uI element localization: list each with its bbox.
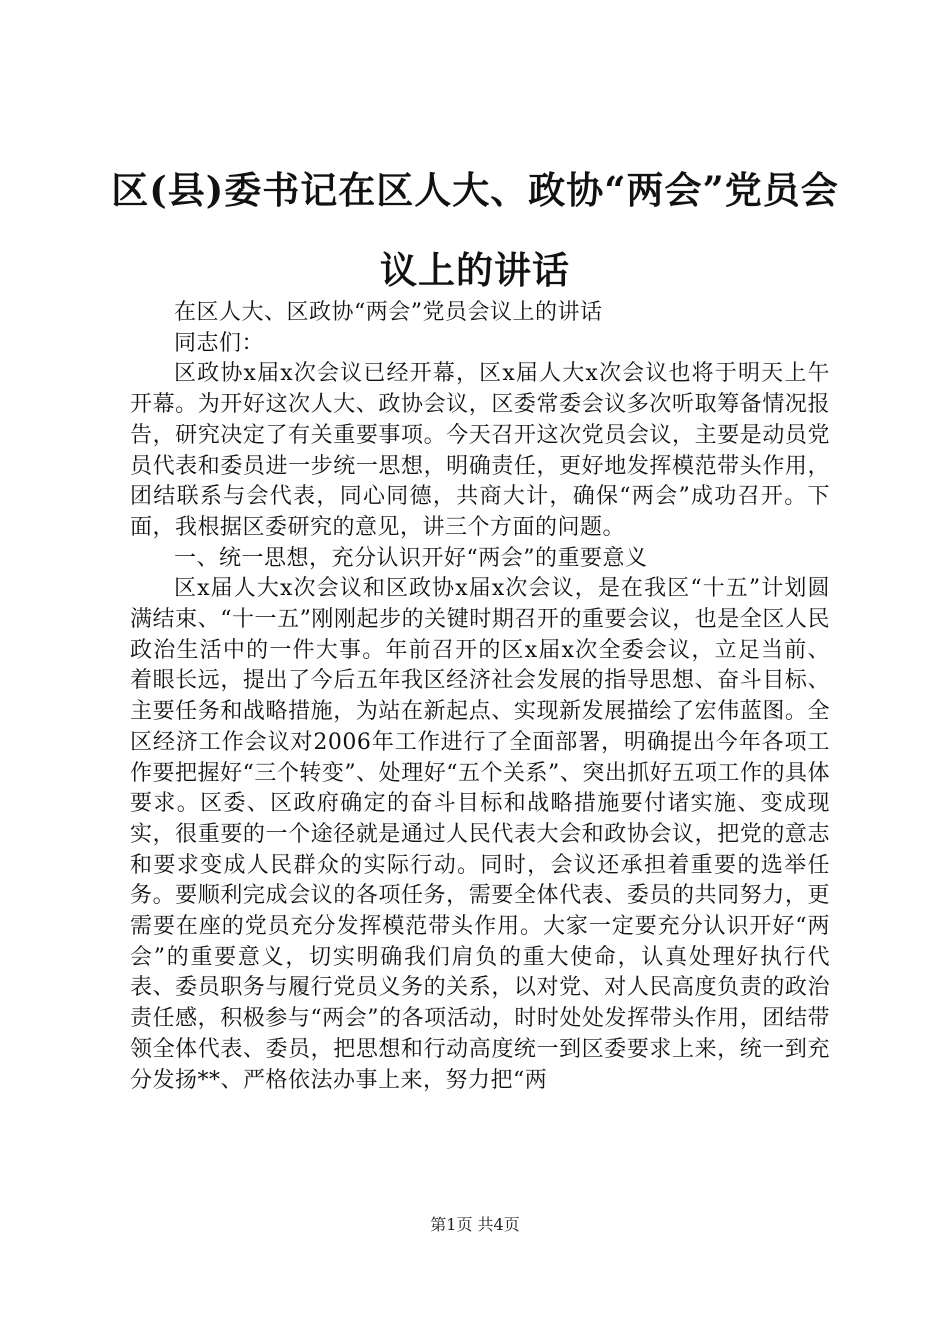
subtitle-paragraph: 在区人大、区政协“两会”党员会议上的讲话 <box>174 300 603 325</box>
title-line-1: 区(县)委书记在区人大、政协“两会”党员会 <box>111 168 839 212</box>
title-line-2: 议上的讲话 <box>380 248 570 292</box>
page-footer: 第1页 共4页 <box>430 1215 520 1234</box>
salutation-paragraph: 同志们： <box>174 330 265 356</box>
body-paragraph: 区x届人大x次会议和区政协x届x次会议，是在我区“十五”计划圆满结束、“十一五”刚刚起步的关键时期召开的重要会议，也是全区人民政治生活中的一件大事。年前召开的区x届x次全委会议，立足当前、着眼长远，提出了今后五年我区经济社会发展的指导思想、奋斗目标、主要任务和战略措施，为站在新起点、实现新发展描绘了宏伟蓝图。全区经济工作会议对2006年工作进行了全面部署，明确提出今年各项工作要把握好“三个转变”、处理好“五个关系”、突出抓好五项工作的具体要求。区委、区政府确定的奋斗目标和战略措施要付诸实施、变成现实，很重要的一个途径就是通过人民代表大会和政协会议，把党的意志和要求变成人民群众的实际行动。同时，会议还承担着重要的选举任务。要顺利完成会议的各项任务，需要全体代表、委员的共同努力，更需要在座的党员充分发挥模范带头作用。大家一定要充分认识开好“两会”的重要意义，切实明确我们肩负的重大使命，认真处理好执行代表、委员职务与履行党员义务的关系，以对党、对人民高度负责的政治责任感，积极参与“两会”的各项活动，时时处处发挥带头作用，团结带领全体代表、委员，把思想和行动高度统一到区委要求上来，统一到充分发扬**、严格依法办事上来，努力把“两 <box>130 576 830 1093</box>
body-paragraph: 区政协x届x次会议已经开幕，区x届人大x次会议也将于明天上午开幕。为开好这次人大、政协会议，区委常委会议多次听取筹备情况报告，研究决定了有关重要事项。今天召开这次党员会议，主要是动员党员代表和委员进一步统一思想，明确责任，更好地发挥模范带头作用，团结联系与会代表，同心同德，共商大计，确保“两会”成功召开。下面，我根据区委研究的意见，讲三个方面的问题。 <box>130 361 830 540</box>
document-body <box>130 298 830 1096</box>
section-heading: 一、统一思想，充分认识开好“两会”的重要意义 <box>174 545 648 571</box>
document-title <box>100 150 850 310</box>
